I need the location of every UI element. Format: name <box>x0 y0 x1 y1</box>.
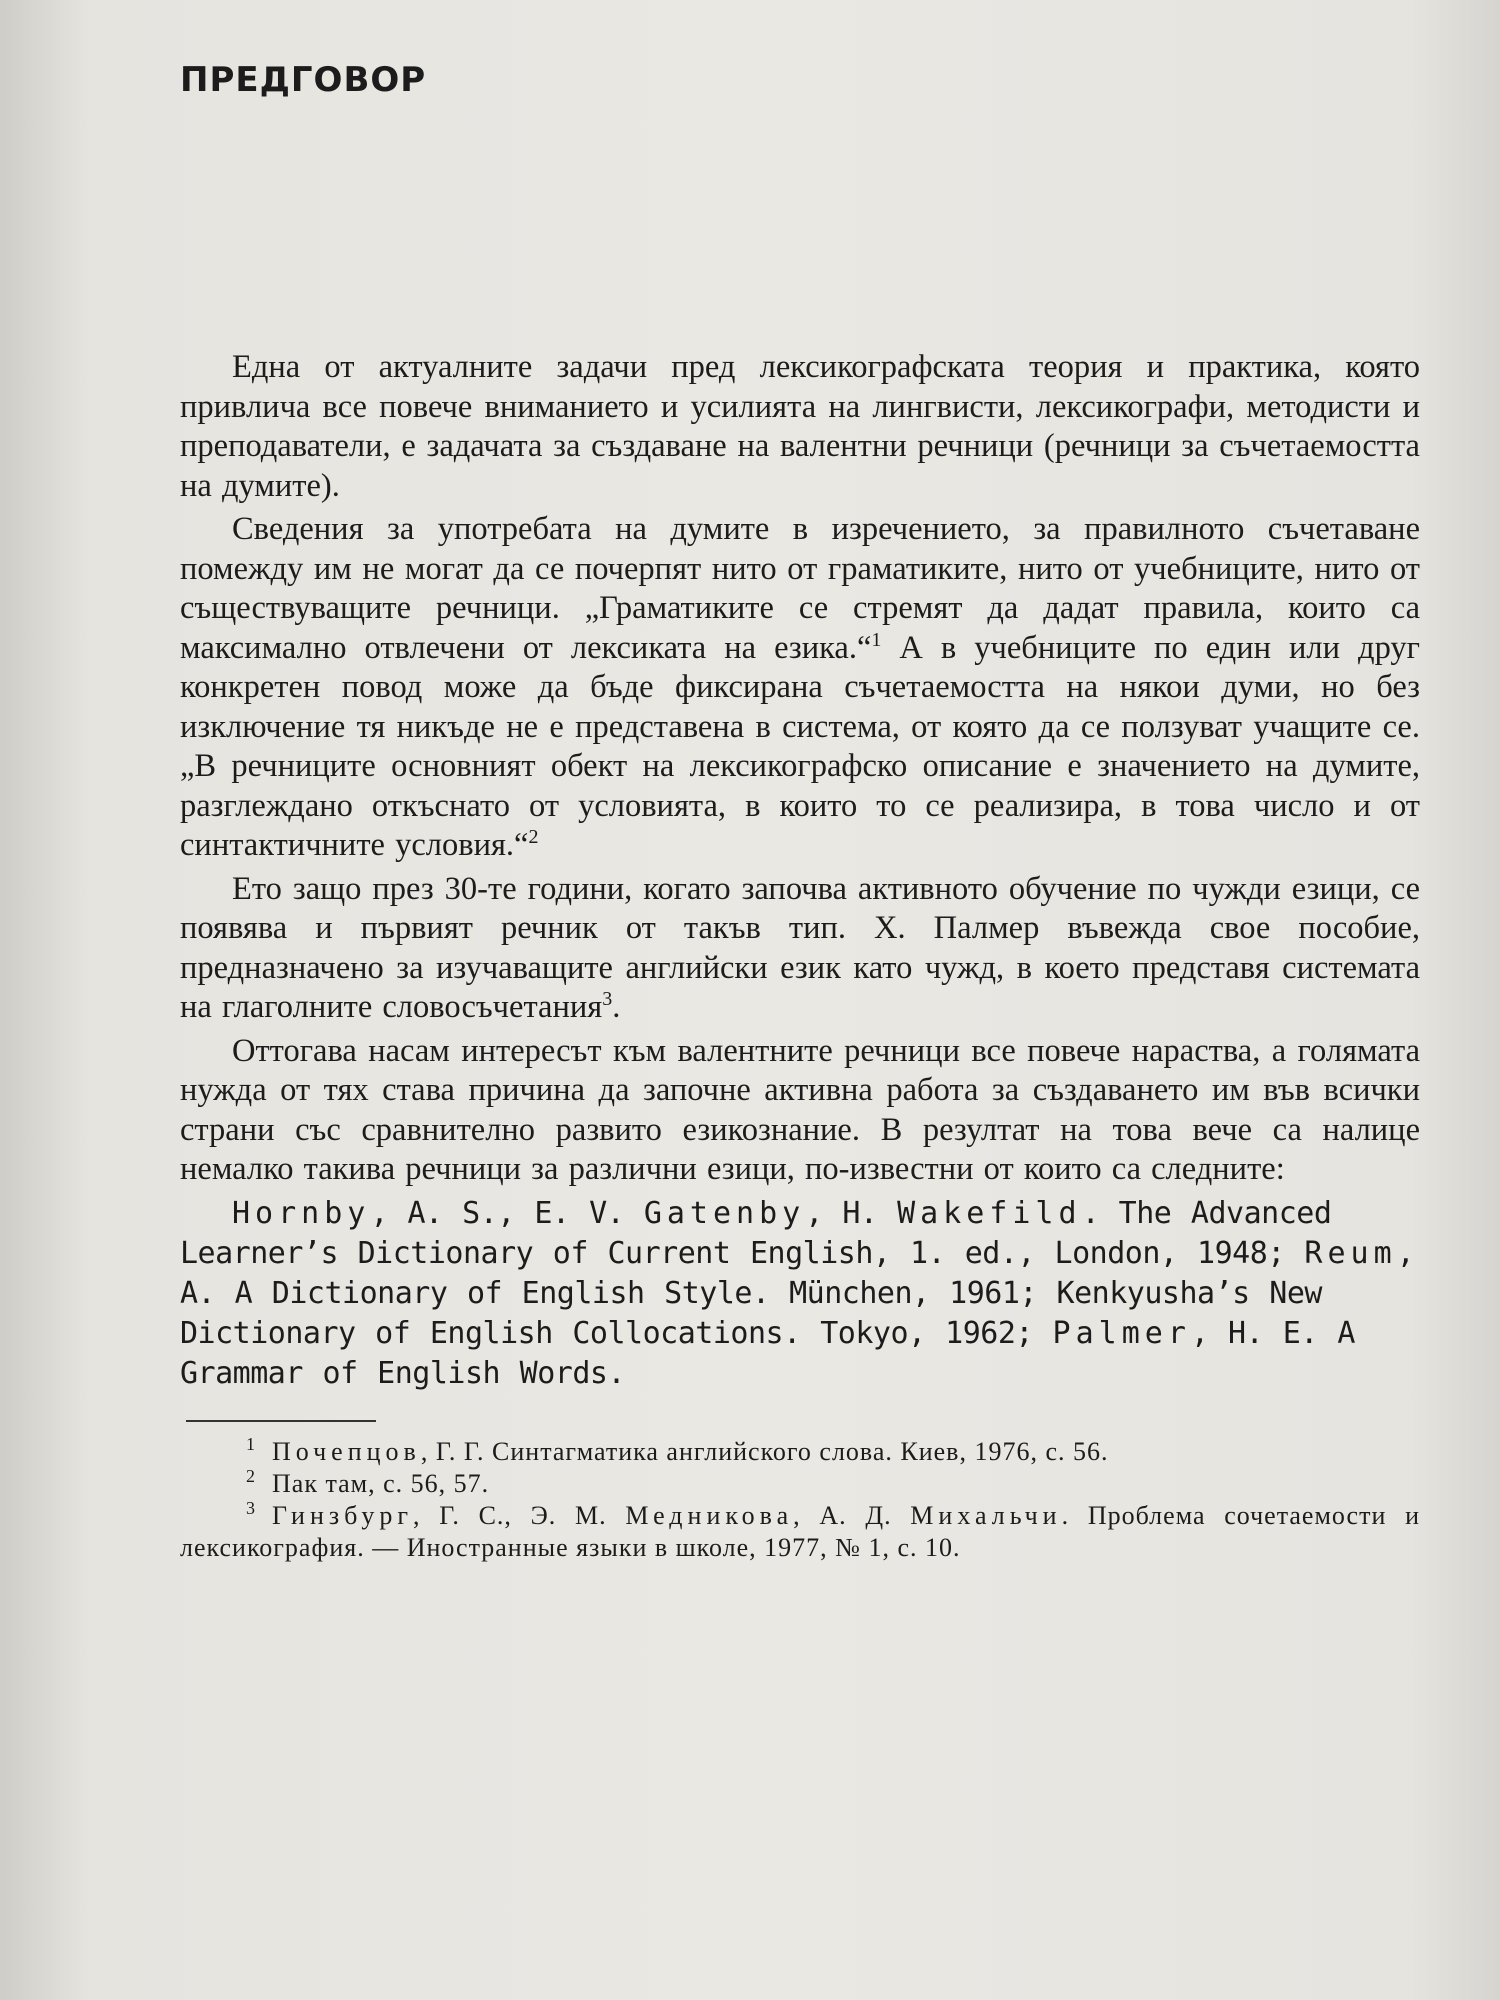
bib-author-wakefild: Wakefild <box>897 1195 1082 1231</box>
paragraph-3-text: Ето защо през 30-те години, когато започва активното обучение по чужди езици, се появява и първият речник от такъв тип. Х. Палмер въвежда свое пособие, предназначено за изучаващите английски език като чужд, в което представя системата на глаголните словосъчетания <box>180 870 1420 1025</box>
paragraph-2-part-1: Сведения за употребата на думите в изречението, за правилното съчетаване помежду им не могат да се почерпят нито от граматиките, нито от учебниците, нито от съществуващите речници. „Граматиките се стремят да дадат правила, които са максимално отвлечени от лексиката на езика.“ <box>180 511 1420 666</box>
footnote-ref-3: 3 <box>602 988 613 1011</box>
footnote-1: 1 Почепцов, Г. Г. Синтагматика английского слова. Киев, 1976, с. 56. <box>246 1433 1109 1466</box>
bib-text-2: , H. <box>805 1195 898 1231</box>
footnote-3-text: . Проблема сочетаемости и лексикография. — Иностранные языки в школе, 1977, № 1, с. 10. <box>180 1500 1420 1562</box>
footnote-3-author-2: Медникова <box>625 1500 794 1530</box>
paragraph-2 <box>180 510 1420 866</box>
bib-text-5: , H. E. A Grammar of English Words. <box>180 1315 1355 1391</box>
paragraph-1: Една от актуалните задачи пред лексикографската теория и практика, която привлича все повече вниманието и усилията на лингвисти, лексикографи, методисти и преподаватели, е задачата за създаване на валентни речници (речници за съчетаемостта на думите). <box>180 349 1420 504</box>
paragraph-2-part-2: А в учебниците по един или друг конкретен повод може да бъде фиксирана съчетаемостта на някои думи, но без изключение тя никъде не е представена в система, от която да се ползуват учащите се. „В речниците основният обект на лексикографско описание е значението на думите, разглеждано откъснато от условията, в които то се реализира, в това число и от синтактичните условия.“ <box>180 629 1420 863</box>
bib-text-1: , A. S., E. V. <box>370 1195 644 1231</box>
chapter-title: ПРЕДГОВОР <box>180 60 427 100</box>
footnote-1-text: , Г. Г. Синтагматика английского слова. Киев, 1976, с. 56. <box>420 1436 1109 1466</box>
page-content <box>180 60 1420 1564</box>
bib-author-gatenby: Gatenby <box>643 1195 806 1231</box>
footnote-3: 3 Гинзбург, Г. С., Э. М. Медникова, А. Д. Михальчи. Проблема сочетаемости и лексикография. — Иностранные языки в школе, 1977, № 1, с. 10. <box>180 1497 1420 1562</box>
paragraph-3 <box>180 870 1420 1028</box>
footnote-2-text: Пак там, с. 56, 57. <box>272 1468 490 1498</box>
footnote-2: 2 Пак там, с. 56, 57. <box>246 1465 490 1498</box>
footnote-ref-1: 1 <box>871 628 882 651</box>
footnote-1-author: Почепцов <box>272 1436 421 1466</box>
paragraph-3-end: . <box>612 989 621 1025</box>
footnote-3-mid-1: , Г. С., Э. М. <box>413 1500 626 1530</box>
footnote-ref-2: 2 <box>528 826 539 849</box>
bib-author-hornby: Hornby <box>232 1195 371 1231</box>
bib-text-4: , A. A Dictionary of English Style. München, 1961; Kenkyusha’s New Dictionary of English Collocations. Tokyo, 1962; <box>180 1235 1415 1351</box>
bib-text-3: . The Advanced Learner’s Dictionary of Current English, 1. ed., London, 1948; <box>180 1195 1332 1271</box>
footnote-3-author-1: Гинзбург <box>272 1500 414 1530</box>
footnote-3-mid-2: , А. Д. <box>793 1500 911 1530</box>
paragraph-4: Оттогава насам интересът към валентните речници все повече нараства, а голямата нужда от тях става причина да започне активна работа за създаването им във всички страни със сравнително развито езикознание. В резултат на това вече са налице немалко такива речници за различни езици, по-известни от които са следните: <box>180 1032 1420 1187</box>
footnote-3-author-3: Михальчи <box>910 1500 1062 1530</box>
bibliography-list <box>180 1194 1420 1394</box>
footnote-divider <box>186 1420 376 1422</box>
bib-author-palmer: Palmer <box>1052 1315 1191 1351</box>
bib-author-reum: Reum <box>1304 1235 1397 1271</box>
